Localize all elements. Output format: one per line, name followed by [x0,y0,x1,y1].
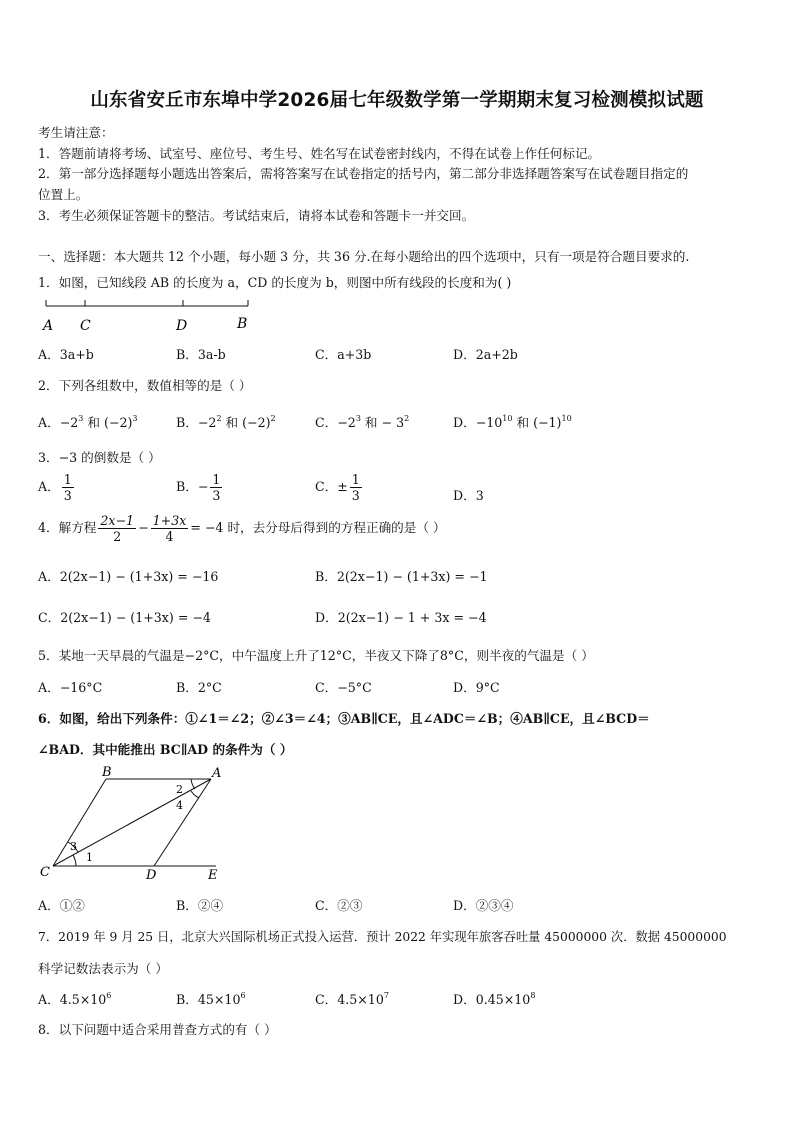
q2-option-a: A．$-2^3$ 和 $(-2)^3$ [38,414,138,430]
label-c: C [40,865,50,880]
question-8-stem: 8．以下问题中适合采用普查方式的有（ ） [38,1022,277,1037]
q6-option-c: C．②③ [315,898,363,913]
notice-item: 1．答题前请将考场、试室号、座位号、考生号、姓名写在试卷密封线内，不得在试卷上作任何标记。 [38,146,601,161]
question-4-stem: 4．解方程 $\frac{2x-1}{2}$ − $\frac{1+3x}{4}$ = −4 时，去分母后得到的方程正确的是（ ） [38,513,446,545]
q3-option-b: B．− $\frac{1}{3}$ [176,472,221,504]
angle-4-label: 4 [176,799,183,812]
q3-option-c: C．± $\frac{1}{3}$ [315,472,360,504]
angle-1-label: 1 [86,851,93,864]
question-7-stem: 7．2019 年 9 月 25 日，北京大兴国际机场正式投入运营．预计 2022 年实现年旅客吞吐量 45000000 次．数据 45000000 [38,930,727,944]
notice-item: 位置上。 [38,187,89,202]
angle-1-arc [73,855,76,866]
page-title: 山东省安丘市东埠中学2026届七年级数学第一学期期末复习检测模拟试题 [90,90,704,111]
q1-option-c: C．a+3b [315,347,372,362]
q7-option-b: B．$45\times 10^6$ [176,991,246,1007]
q5-option-a: A．−16°C [38,680,103,695]
q4-option-c: C．2(2x−1) − (1+3x) = −4 [38,610,211,625]
q4-option-d: D．2(2x−1) − 1 + 3x = −4 [315,610,487,625]
parallelogram-diagram [36,762,236,884]
angle-2-label: 2 [176,783,183,796]
question-2-stem: 2．下列各组数中，数值相等的是（ ） [38,378,252,393]
question-6-stem: 6．如图，给出下列条件：①∠1＝∠2；②∠3＝∠4；③AB∥CE，且∠ADC＝∠B；④AB∥CE，且∠BCD＝ [38,711,650,726]
section-heading: 一、选择题：本大题共 12 个小题，每小题 3 分，共 36 分.在每小题给出的四个选项中，只有一项是符合题目要求的. [38,249,690,264]
notice-heading: 考生请注意： [38,125,114,140]
q3-option-d: D．3 [453,488,484,503]
label-c: C [80,318,91,334]
q6-option-b: B．②④ [176,898,224,913]
notice-item: 3．考生必须保证答题卡的整洁。考试结束后，请将本试卷和答题卡一并交回。 [38,208,475,223]
q7-option-c: C．$4.5\times 10^7$ [315,991,389,1007]
label-d: D [146,868,157,883]
label-b: B [102,765,112,780]
q7-option-a: A．$4.5\times 10^6$ [38,991,112,1007]
q5-option-c: C．−5°C [315,680,372,695]
label-b: B [237,316,248,332]
q7-option-d: D．$0.45\times 10^8$ [453,991,536,1007]
question-5-stem: 5．某地一天早晨的气温是−2°C，中午温度上升了12°C，半夜又下降了8°C，则半夜的气温是（ ） [38,648,594,663]
q2-option-c: C．$-2^3$ 和 − $3^2$ [315,414,410,430]
angle-2-arc [191,779,195,789]
question-1-stem: 1．如图，已知线段 AB 的长度为 a，CD 的长度为 b，则图中所有线段的长度和为( ) [38,275,512,290]
q6-option-d: D．②③④ [453,898,514,913]
line-cb [53,779,106,866]
q1-option-d: D．2a+2b [453,347,518,362]
question-7-stem-cont: 科学记数法表示为（ ） [38,961,168,976]
q2-option-b: B．$-2^2$ 和 $(-2)^2$ [176,414,276,430]
q6-option-a: A．①② [38,898,85,913]
notice-item: 2．第一部分选择题每小题选出答案后，需将答案写在试卷指定的括号内，第二部分非选择题答案写在试卷题目指定的 [38,166,689,181]
question-3-stem: 3．−3 的倒数是（ ） [38,450,161,465]
q4-option-b: B．2(2x−1) − (1+3x) = −1 [315,569,488,584]
q1-option-b: B．3a-b [176,347,226,362]
q3-option-a: A． $\frac{1}{3}$ [38,472,72,504]
label-e: E [208,868,218,883]
angle-4-arc [191,791,199,798]
angle-3-label: 3 [70,840,77,853]
question-6-stem-cont: ∠BAD．其中能推出 BC∥AD 的条件为（ ） [38,742,293,757]
segment-diagram [38,294,268,336]
label-a: A [43,318,54,334]
q4-option-a: A．2(2x−1) − (1+3x) = −16 [38,569,219,584]
q5-option-d: D．9°C [453,680,500,695]
label-a: A [212,766,222,781]
q2-option-d: D．$-10^{10}$ 和 $(-1)^{10}$ [453,414,572,430]
label-d: D [176,318,188,334]
q5-option-b: B．2°C [176,680,222,695]
q1-option-a: A．3a+b [38,347,94,362]
